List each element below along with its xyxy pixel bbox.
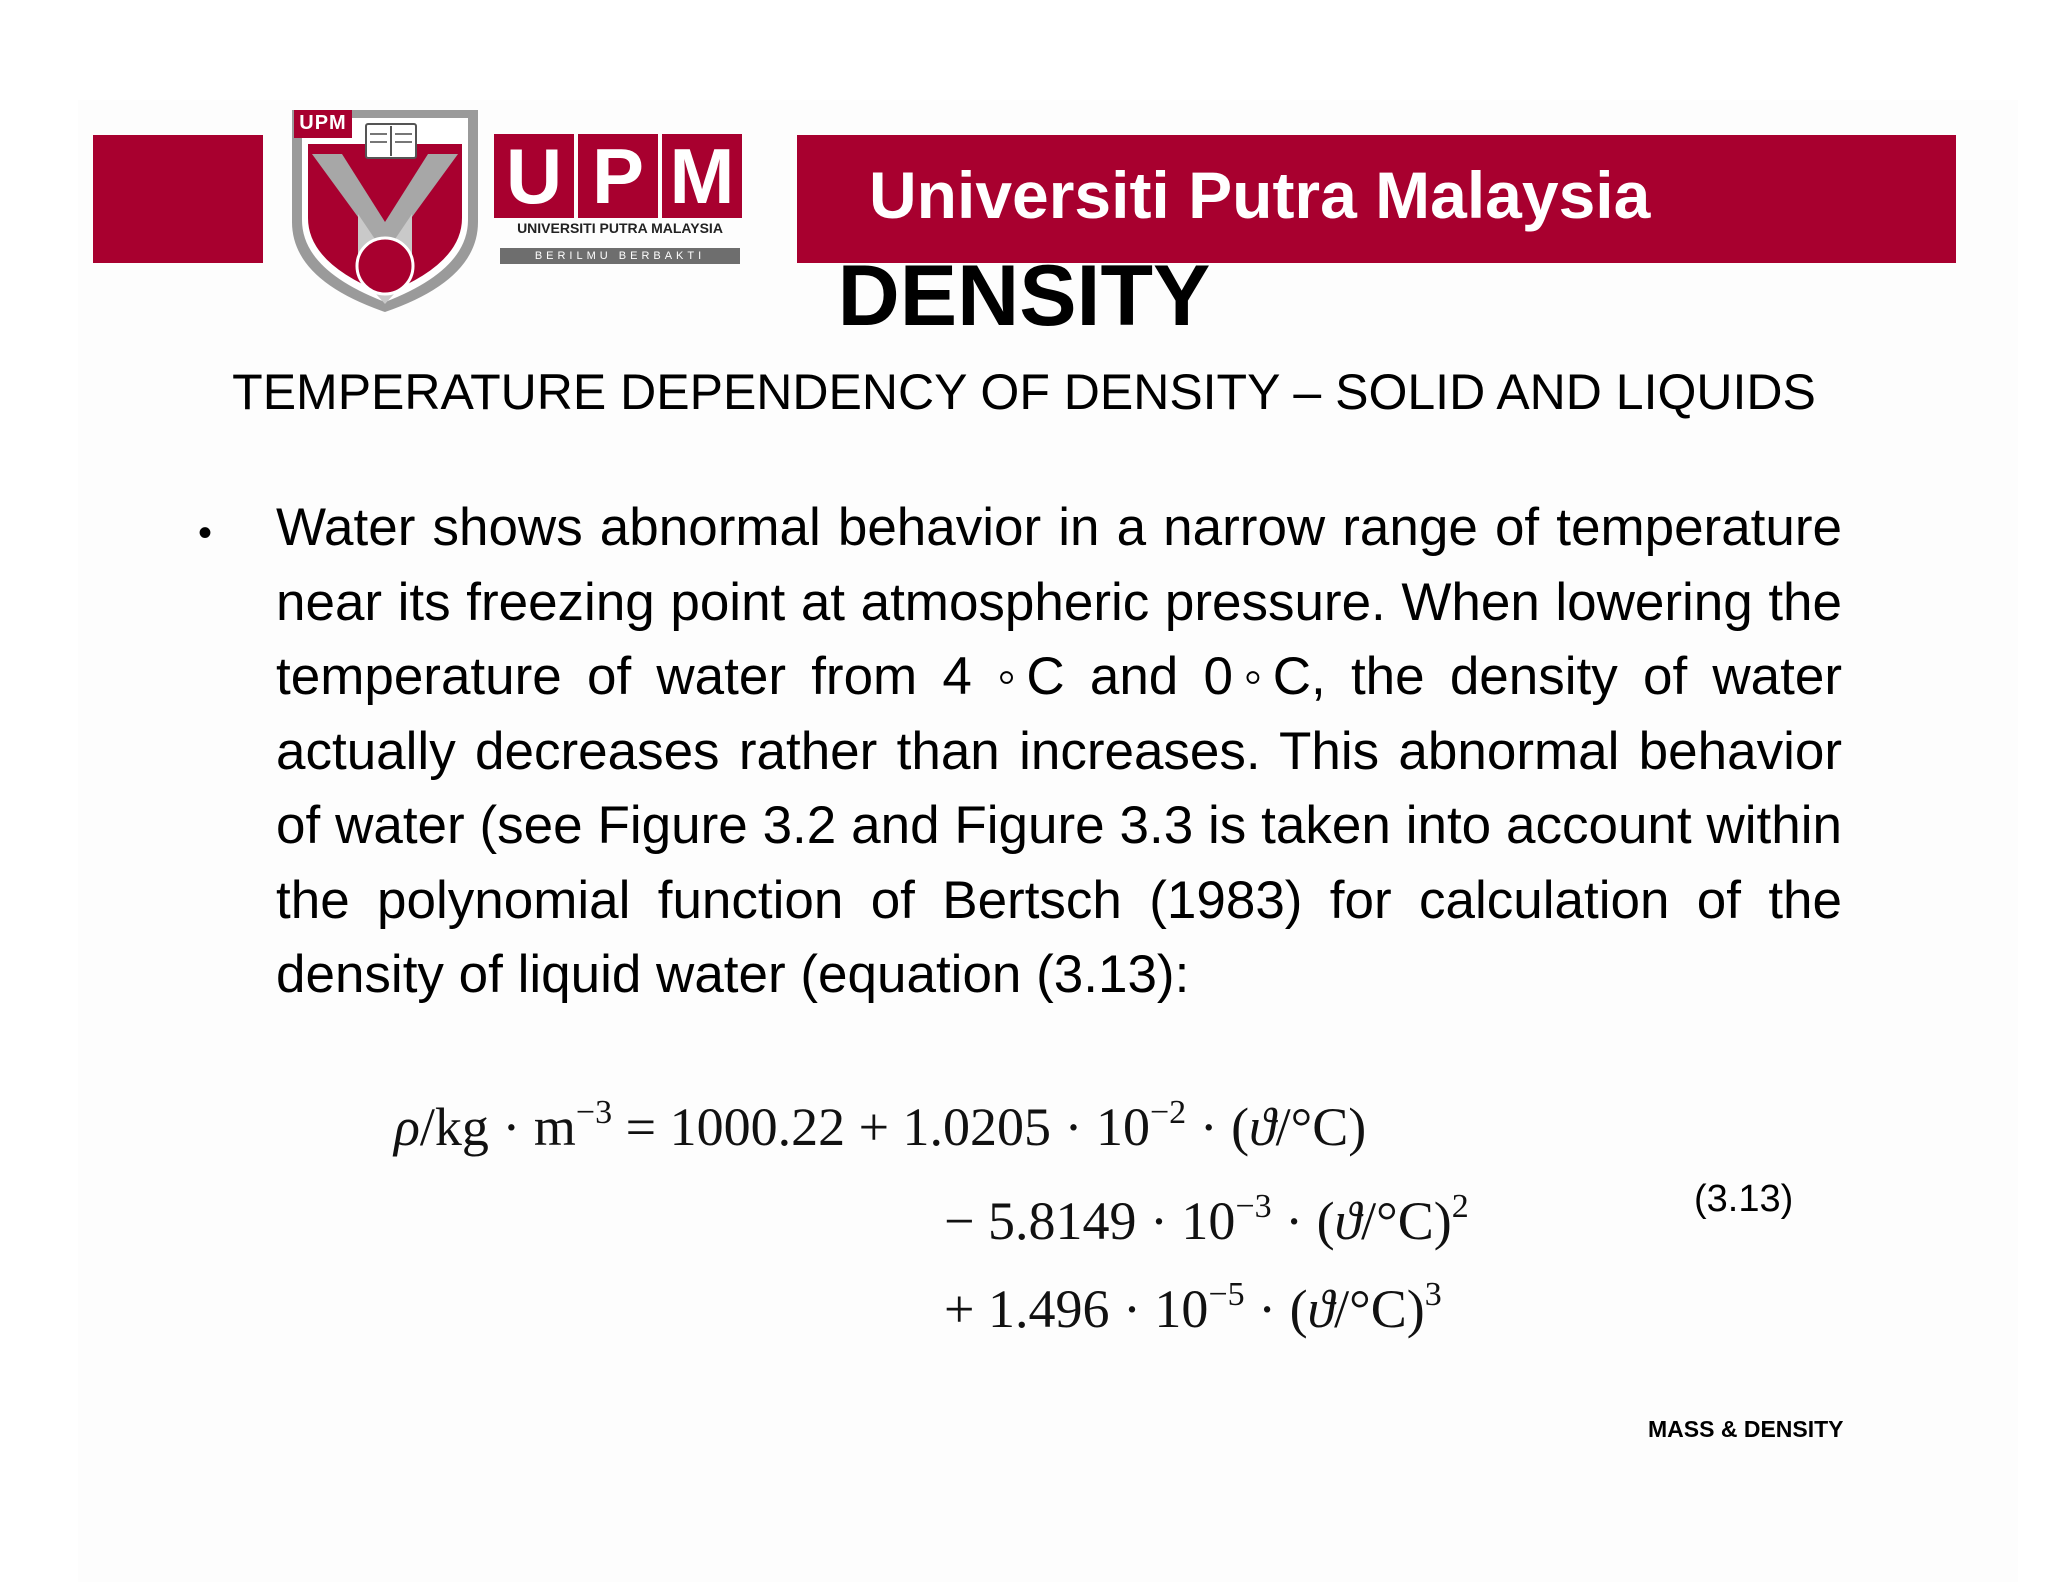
eq-lhs-units: /kg · m: [419, 1097, 576, 1157]
equation-line-3: [944, 1274, 1442, 1344]
crest-label: UPM: [299, 112, 347, 134]
slide-title: DENSITY: [837, 248, 1211, 344]
eq-line2-variable: ϑ: [1334, 1191, 1362, 1251]
logo-motto: BERILMU BERBAKTI: [500, 248, 740, 264]
eq-line1-terms: = 1000.22 + 1.0205 · 10: [612, 1097, 1150, 1157]
eq-line2-close: /°C): [1361, 1191, 1452, 1251]
equation-number: (3.13): [1694, 1178, 1794, 1220]
eq-line3-open: · (: [1244, 1279, 1308, 1339]
eq-line1-close: /°C): [1275, 1097, 1367, 1157]
body-paragraph: Water shows abnormal behavior in a narrow range of temperature near its freezing point at atmospheric pressure. When lowering the temperature of water from 4 ◦C and 0◦C, the density of water actually decreases rather than increases. This abnormal behavior of water (see Figure 3.2 and Figure 3.3 is taken into account within the polynomial function of Bertsch (1983) for calculation of the density of liquid water (equation (3.13):: [276, 498, 1842, 1004]
wordmark-letter-m: M: [662, 134, 742, 218]
logo-full-name: UNIVERSITI PUTRA MALAYSIA: [517, 220, 723, 236]
eq-density-symbol: ρ: [394, 1097, 420, 1157]
eq-line2-power: 2: [1451, 1188, 1469, 1225]
slide-subtitle: TEMPERATURE DEPENDENCY OF DENSITY – SOLID AND LIQUIDS: [232, 364, 1816, 420]
eq-line3-terms: + 1.496 · 10: [944, 1279, 1209, 1339]
university-name: Universiti Putra Malaysia: [869, 158, 1651, 232]
eq-line3-close: /°C): [1334, 1279, 1425, 1339]
eq-line3-variable: ϑ: [1307, 1279, 1335, 1339]
eq-line3-exponent: −5: [1208, 1276, 1245, 1313]
wordmark: [494, 134, 746, 218]
bullet-icon: •: [198, 511, 213, 555]
eq-line2-exponent: −3: [1235, 1188, 1272, 1225]
wordmark-letter-p: P: [578, 134, 658, 218]
eq-line1-exponent: −2: [1150, 1094, 1187, 1131]
eq-line2-terms: − 5.8149 · 10: [944, 1191, 1236, 1251]
eq-lhs-exponent: −3: [575, 1094, 613, 1131]
eq-line1-open: · (: [1186, 1097, 1250, 1157]
equation-line-2: [944, 1186, 1469, 1256]
eq-line3-power: 3: [1424, 1276, 1442, 1313]
footer-label: MASS & DENSITY: [1648, 1416, 1844, 1442]
wordmark-letter-u: U: [494, 134, 574, 218]
equation-line-1: [394, 1092, 1366, 1162]
eq-line1-variable: ϑ: [1249, 1097, 1276, 1157]
header-band: [797, 135, 1956, 263]
header-band-left: [93, 135, 263, 263]
eq-line2-open: · (: [1271, 1191, 1335, 1251]
